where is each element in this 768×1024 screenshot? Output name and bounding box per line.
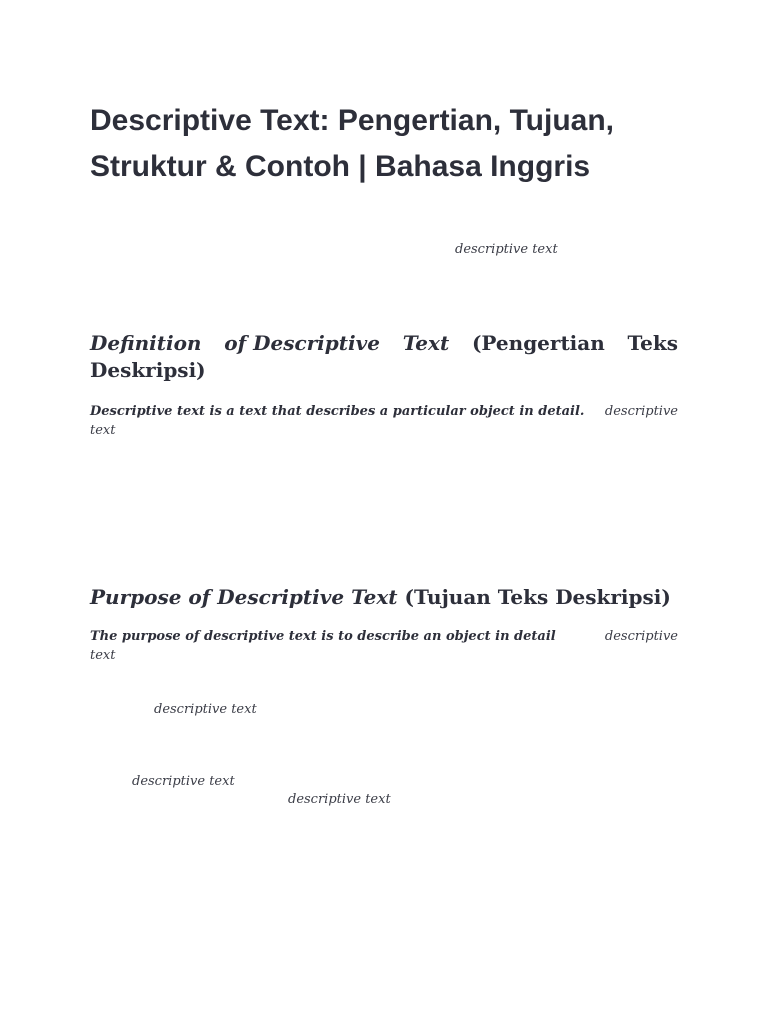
heading-plain: (Tujuan Teks Deskripsi) — [404, 585, 671, 609]
page-title: Descriptive Text: Pengertian, Tujuan, Struktur & Contoh | Bahasa Inggris — [90, 104, 615, 183]
heading-word: of Descriptive — [224, 331, 380, 355]
paragraph-tail: text — [90, 648, 116, 663]
heading-line — [90, 357, 678, 384]
paragraph-tail: descriptive — [604, 404, 678, 419]
caption-descriptive-text: descriptive text — [154, 702, 257, 717]
section-paragraph-purpose — [90, 627, 678, 665]
paragraph-line — [90, 646, 678, 665]
heading-italic: Purpose of Descriptive Text — [90, 585, 398, 609]
section-paragraph-definition — [90, 402, 678, 440]
section-heading-purpose — [90, 584, 678, 611]
heading-line — [90, 330, 678, 357]
heading-word: Text — [402, 331, 450, 355]
paragraph-tail: descriptive — [604, 629, 678, 644]
paragraph-lead: Descriptive text is a text that describes a particular object in detail. — [90, 404, 585, 419]
caption-descriptive-text: descriptive text — [132, 774, 235, 789]
paragraph-line — [90, 421, 678, 440]
section-heading-definition — [90, 330, 678, 384]
paragraph-line — [90, 627, 678, 646]
heading-word: (Pengertian — [471, 331, 605, 355]
caption-descriptive-text: descriptive text — [455, 242, 558, 257]
heading-word: Definition — [90, 331, 202, 355]
heading-word: Deskripsi) — [90, 358, 206, 382]
paragraph-line — [90, 402, 678, 421]
heading-word: Teks — [627, 331, 678, 355]
paragraph-lead: The purpose of descriptive text is to describe an object in detail — [90, 629, 556, 644]
paragraph-tail: text — [90, 423, 116, 438]
caption-descriptive-text: descriptive text — [288, 792, 391, 807]
